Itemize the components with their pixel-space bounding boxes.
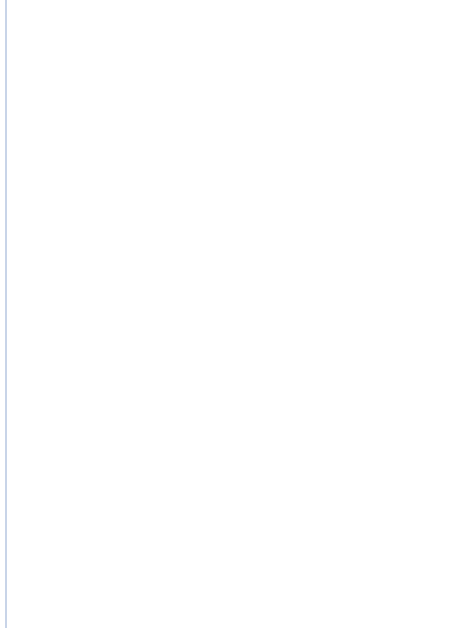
left-border — [5, 0, 7, 628]
